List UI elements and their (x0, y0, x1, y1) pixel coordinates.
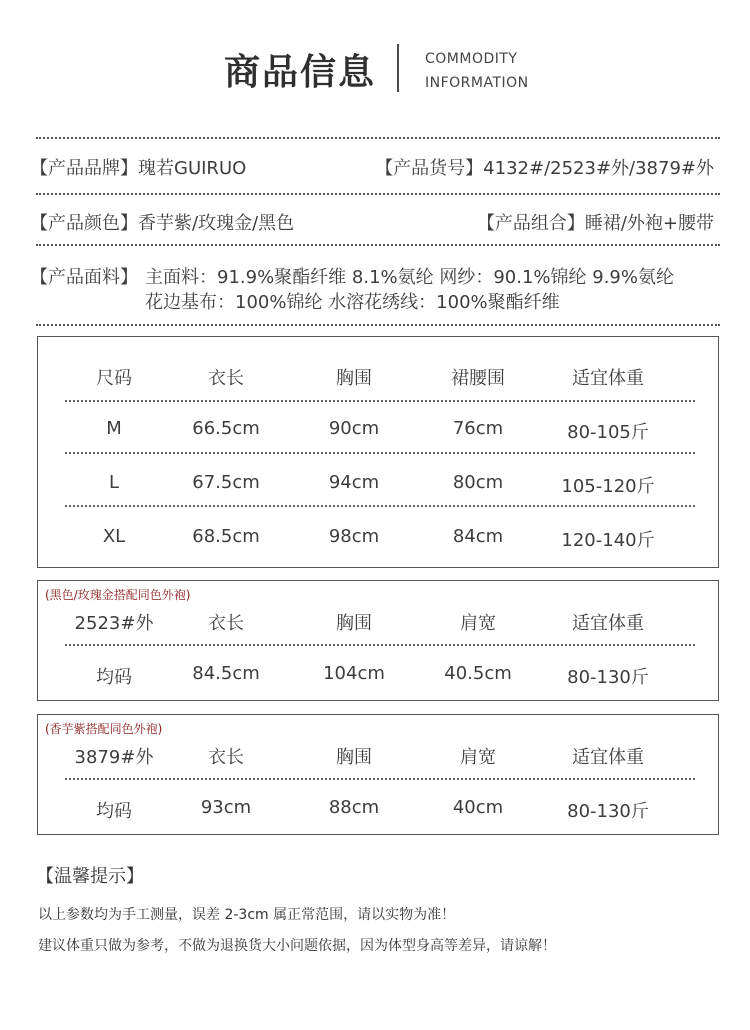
table-cell: 80-105斤 (567, 422, 649, 443)
divider-dotted (36, 137, 720, 139)
table-cell: 80-130斤 (567, 667, 649, 688)
table-header-cell: 衣长 (208, 613, 244, 634)
table-cell: M (106, 418, 122, 439)
title-english (425, 47, 529, 95)
title-divider (397, 44, 399, 92)
table-header-cell: 胸围 (336, 368, 372, 389)
table-cell: 80cm (452, 472, 504, 493)
table-header-cell: 裙腰围 (451, 368, 505, 389)
table-cell: 40cm (452, 797, 504, 818)
divider-dotted (36, 244, 720, 246)
table-cell: 76cm (452, 418, 504, 439)
title-english-line1: COMMODITY (425, 51, 518, 67)
tips-line2: 建议体重只做为参考，不做为退换货大小问题依据，因为体型身高等差异，请谅解！ (38, 938, 556, 954)
table-cell: 84cm (452, 526, 504, 547)
divider-dotted (36, 193, 720, 195)
row-divider (65, 778, 695, 780)
table-header-cell: 2523#外 (74, 613, 154, 634)
tips-heading: 【温馨提示】 (36, 866, 144, 887)
product-combination: 【产品组合】睡裙/外袍+腰带 (476, 213, 714, 234)
table-header-cell: 肩宽 (460, 747, 496, 768)
row-divider (65, 452, 695, 454)
table-header-cell: 3879#外 (74, 747, 154, 768)
title-english-line2: INFORMATION (425, 75, 529, 91)
table-cell: 均码 (96, 801, 132, 822)
size-table-robe-3879 (37, 714, 719, 835)
product-fabric-label: 【产品面料】 (30, 267, 138, 288)
table-header-cell: 胸围 (336, 747, 372, 768)
row-divider (65, 505, 695, 507)
table-cell: 40.5cm (444, 663, 512, 684)
table-cell: 94cm (328, 472, 380, 493)
table-note: (黑色/玫瑰金搭配同色外袍) (45, 588, 191, 602)
product-fabric-line2: 花边基布：100%锦纶 水溶花绣线：100%聚酯纤维 (145, 292, 560, 313)
row-divider (65, 400, 695, 402)
size-table-main (37, 336, 719, 568)
product-brand: 【产品品牌】瑰若GUIRUO (30, 158, 247, 179)
page-title: 商品信息 (224, 52, 377, 93)
tips-line1: 以上参数均为手工测量，误差 2-3cm 属正常范围，请以实物为准！ (38, 907, 456, 923)
divider-dotted (36, 324, 720, 326)
table-cell: 104cm (323, 663, 385, 684)
table-cell: 80-130斤 (567, 801, 649, 822)
size-table-robe-2523 (37, 580, 719, 701)
table-cell: 66.5cm (192, 418, 260, 439)
product-item-number: 【产品货号】4132#/2523#外/3879#外 (375, 158, 714, 179)
table-header-cell: 适宜体重 (572, 747, 644, 768)
table-cell: 90cm (328, 418, 380, 439)
table-header-cell: 衣长 (208, 368, 244, 389)
table-header-cell: 衣长 (208, 747, 244, 768)
table-cell: 98cm (328, 526, 380, 547)
table-cell: XL (102, 526, 126, 547)
product-fabric-line1: 主面料：91.9%聚酯纤维 8.1%氨纶 网纱：90.1%锦纶 9.9%氨纶 (145, 267, 674, 288)
table-cell: 68.5cm (192, 526, 260, 547)
table-cell: 120-140斤 (561, 530, 655, 551)
table-note: (香芋紫搭配同色外袍) (45, 722, 163, 736)
table-header-cell: 适宜体重 (572, 613, 644, 634)
table-header-cell: 适宜体重 (572, 368, 644, 389)
table-cell: 88cm (328, 797, 380, 818)
table-cell: 84.5cm (192, 663, 260, 684)
table-cell: 93cm (200, 797, 252, 818)
table-header-cell: 尺码 (96, 368, 132, 389)
table-header-cell: 肩宽 (460, 613, 496, 634)
table-cell: 67.5cm (192, 472, 260, 493)
table-cell: 105-120斤 (561, 476, 655, 497)
table-cell: L (108, 472, 120, 493)
product-color: 【产品颜色】香芋紫/玫瑰金/黑色 (30, 213, 295, 234)
row-divider (65, 644, 695, 646)
table-header-cell: 胸围 (336, 613, 372, 634)
table-cell: 均码 (96, 667, 132, 688)
